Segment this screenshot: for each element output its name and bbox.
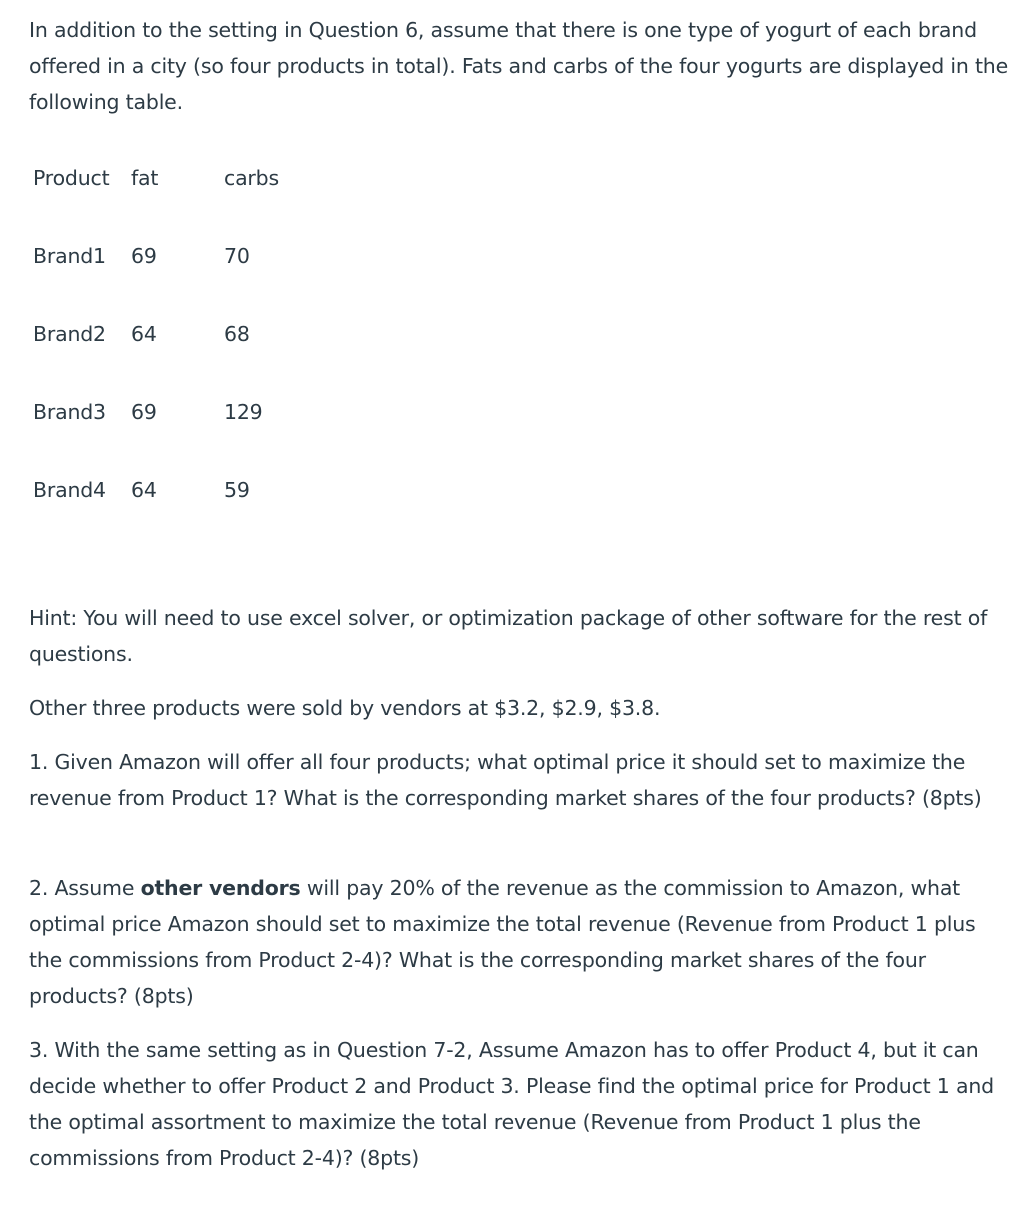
question-2-bold: other vendors [140,876,301,900]
question-2-suffix: will pay 20% of the revenue as the commission to Amazon, what optimal price Amazon should set to maximize the total revenue (Revenue from Product 1 plus the commissions from Product 2-4)? What is the corresponding market shares of the four products? (8pts) [29,876,976,1008]
question-2 [29,870,1014,1014]
question-1: 1. Given Amazon will offer all four products; what optimal price it should set to maximize the revenue from Product 1? What is the corresponding market shares of the four products? (8pts) [29,750,982,810]
cell-fat: 69 [131,400,157,424]
header-carbs: carbs [224,166,279,190]
cell-product: Brand3 [33,400,106,424]
question-3: 3. With the same setting as in Question 7-2, Assume Amazon has to offer Product 4, but it can decide whether to offer Product 2 and Product 3. Please find the optimal price for Product 1 and the optimal assortment to maximize the total revenue (Revenue from Product 1 plus the commissions from Product 2-4)? (8pts) [29,1038,994,1170]
cell-product: Brand2 [33,322,106,346]
cell-fat: 64 [131,478,157,502]
other-products-paragraph: Other three products were sold by vendors at $3.2, $2.9, $3.8. [29,696,661,720]
cell-carbs: 129 [224,400,263,424]
cell-carbs: 70 [224,244,250,268]
cell-product: Brand1 [33,244,106,268]
question-2-prefix: 2. Assume [29,876,141,900]
cell-carbs: 68 [224,322,250,346]
cell-fat: 64 [131,322,157,346]
intro-paragraph: In addition to the setting in Question 6, assume that there is one type of yogurt of each brand offered in a city (so four products in total). Fats and carbs of the four yogurts are displayed in the following table. [29,18,1009,114]
hint-paragraph: Hint: You will need to use excel solver, or optimization package of other software for the rest of questions. [29,606,988,666]
header-fat: fat [131,166,159,190]
cell-carbs: 59 [224,478,250,502]
header-product: Product [33,166,110,190]
cell-fat: 69 [131,244,157,268]
cell-product: Brand4 [33,478,106,502]
